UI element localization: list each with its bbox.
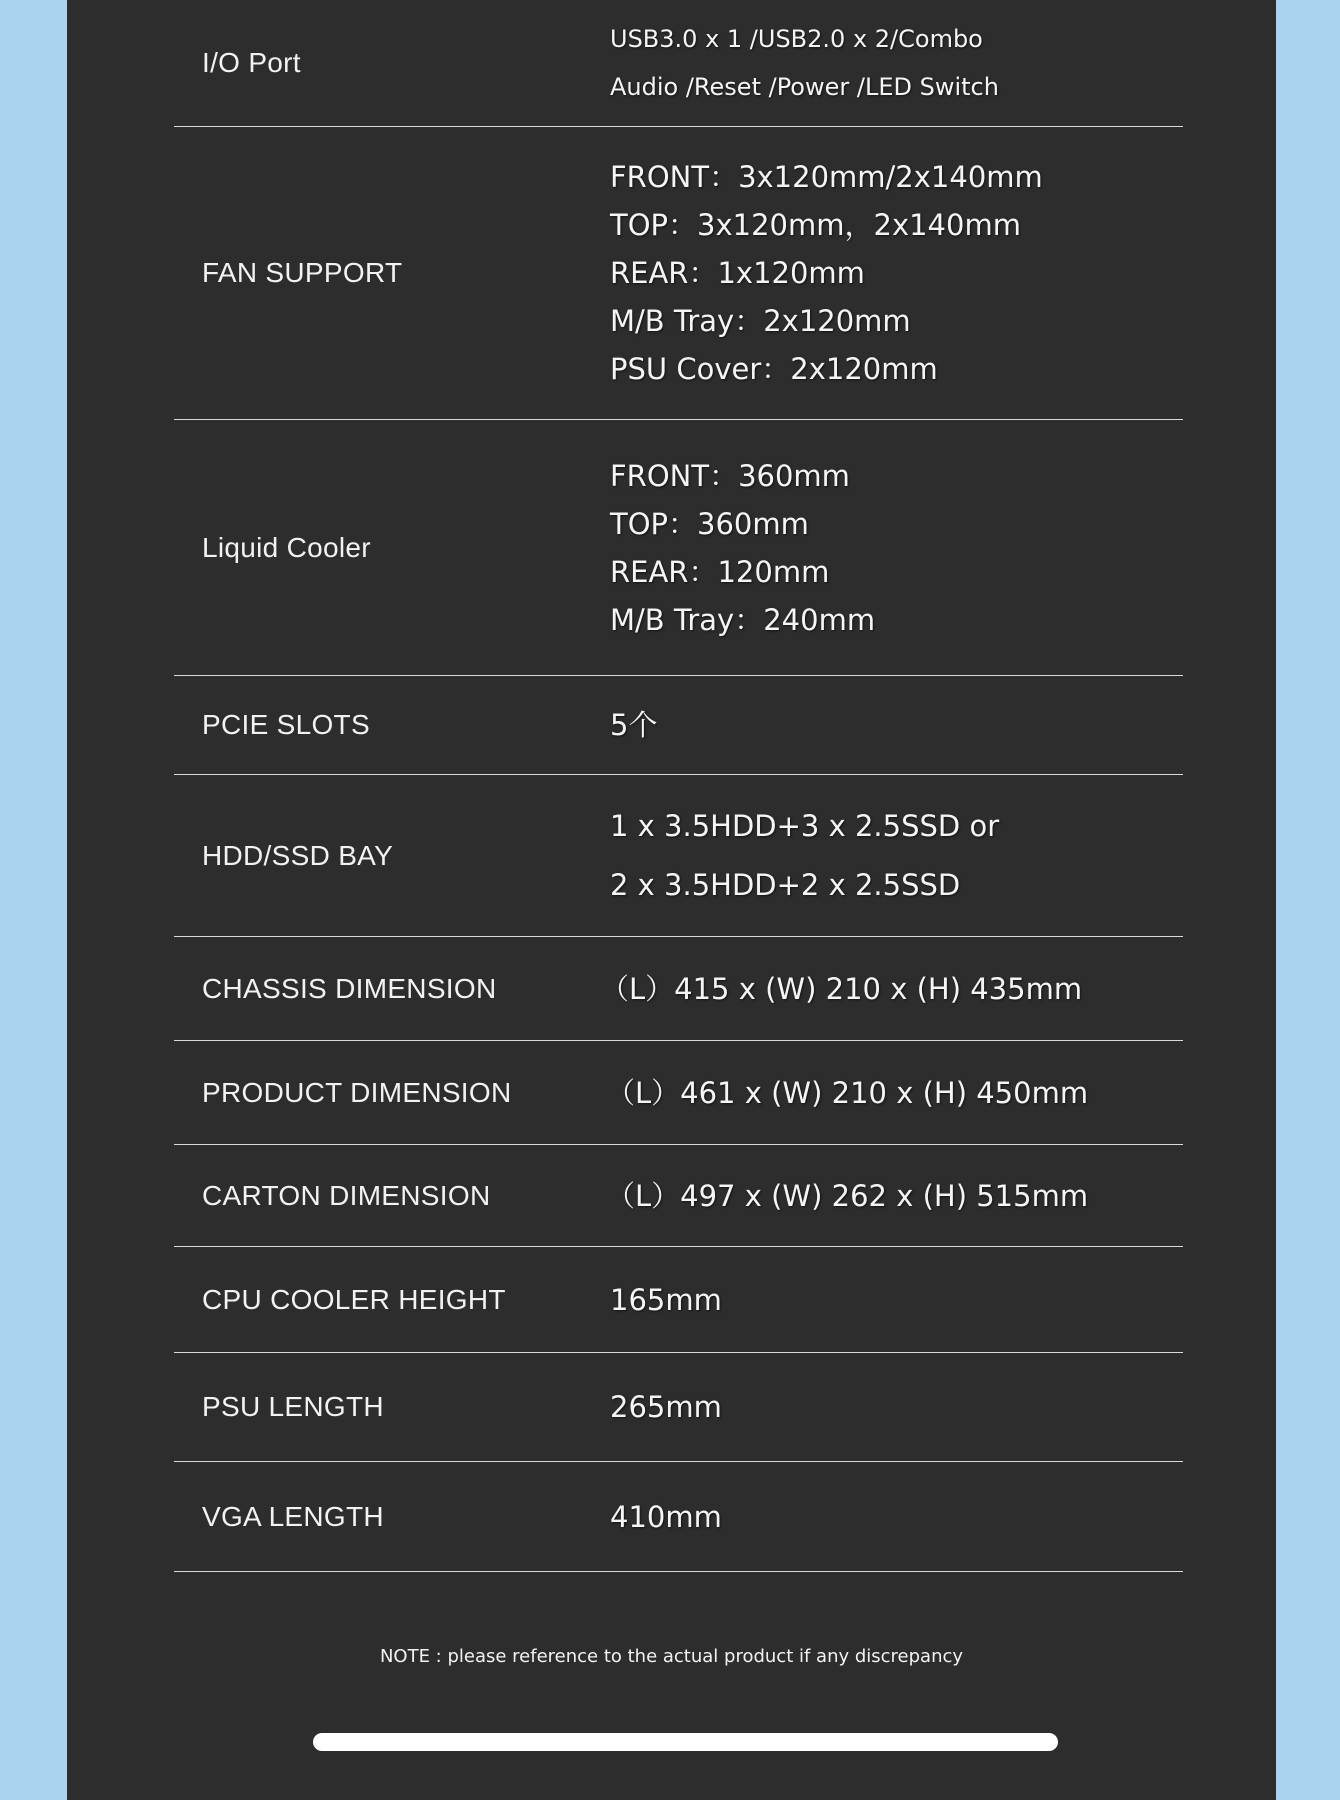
spec-values <box>610 797 999 915</box>
spec-row-psu-length <box>174 1353 1183 1462</box>
spec-row-chassis-dimension <box>174 937 1183 1041</box>
spec-label: PRODUCT DIMENSION <box>202 1076 512 1108</box>
spec-values <box>610 1383 722 1431</box>
spec-value-line: USB3.0 x 1 /USB2.0 x 2/Combo <box>610 25 983 53</box>
spec-label: FAN SUPPORT <box>202 257 403 288</box>
spec-row-pcie-slots <box>174 676 1183 775</box>
spec-values <box>610 1276 722 1324</box>
spec-value-line: 2 x 3.5HDD+2 x 2.5SSD <box>610 867 961 902</box>
spec-values <box>610 452 875 644</box>
spec-value-line: M/B Tray：240mm <box>610 602 876 637</box>
spec-row-fan-support <box>174 127 1183 420</box>
disclaimer-note: NOTE : please reference to the actual product if any discrepancy <box>379 1646 964 1667</box>
spec-values <box>610 701 657 749</box>
spec-row-vga-length <box>174 1462 1183 1572</box>
spec-value-line: TOP：3x120mm，2x140mm <box>610 208 1021 242</box>
spec-values <box>606 1069 1088 1117</box>
spec-value-line: FRONT：3x120mm/2x140mm <box>610 160 1043 194</box>
spec-value-line: Audio /Reset /Power /LED Switch <box>610 73 999 101</box>
spec-label: VGA LENGTH <box>202 1500 384 1532</box>
spec-value-line: 410mm <box>610 1499 722 1534</box>
spec-label: PCIE SLOTS <box>202 709 370 740</box>
spec-value-line: 1 x 3.5HDD+3 x 2.5SSD or <box>610 808 1000 843</box>
spec-label: CARTON DIMENSION <box>202 1179 491 1211</box>
spec-value-line: （L）497 x (W) 262 x (H) 515mm <box>606 1178 1089 1213</box>
spec-label: I/O Port <box>202 47 301 78</box>
spec-value-line: REAR：1x120mm <box>610 256 865 290</box>
spec-label: CPU COOLER HEIGHT <box>202 1283 506 1315</box>
spec-row-io-port <box>174 0 1183 127</box>
spec-row-product-dimension <box>174 1041 1183 1145</box>
spec-values <box>610 153 1043 393</box>
spec-label: CHASSIS DIMENSION <box>202 972 497 1004</box>
spec-label: HDD/SSD BAY <box>202 839 394 871</box>
spec-value-line: （L）461 x (W) 210 x (H) 450mm <box>606 1075 1089 1110</box>
spec-values <box>610 1493 722 1541</box>
spec-row-carton-dimension <box>174 1145 1183 1247</box>
spec-value-line: （L）415 x (W) 210 x (H) 435mm <box>600 971 1083 1006</box>
spec-value-line: REAR：120mm <box>610 554 830 589</box>
spec-value-line: M/B Tray：2x120mm <box>610 304 911 338</box>
spec-values <box>600 965 1082 1013</box>
spec-row-hdd-ssd-bay <box>174 775 1183 937</box>
spec-value-line: TOP：360mm <box>610 506 809 541</box>
spec-row-cpu-cooler-height <box>174 1247 1183 1353</box>
spec-value-line: FRONT：360mm <box>610 458 850 493</box>
spec-value-line: PSU Cover：2x120mm <box>610 352 938 386</box>
spec-value-line: 165mm <box>610 1282 722 1317</box>
spec-row-liquid-cooler <box>174 420 1183 676</box>
spec-value-line: 265mm <box>610 1390 722 1424</box>
spec-values <box>610 15 999 111</box>
spec-label: PSU LENGTH <box>202 1391 384 1422</box>
spec-label: Liquid Cooler <box>202 531 371 563</box>
spec-values <box>606 1172 1088 1220</box>
spec-value-line: 5个 <box>610 708 658 742</box>
horizontal-scrollbar[interactable] <box>313 1733 1058 1751</box>
